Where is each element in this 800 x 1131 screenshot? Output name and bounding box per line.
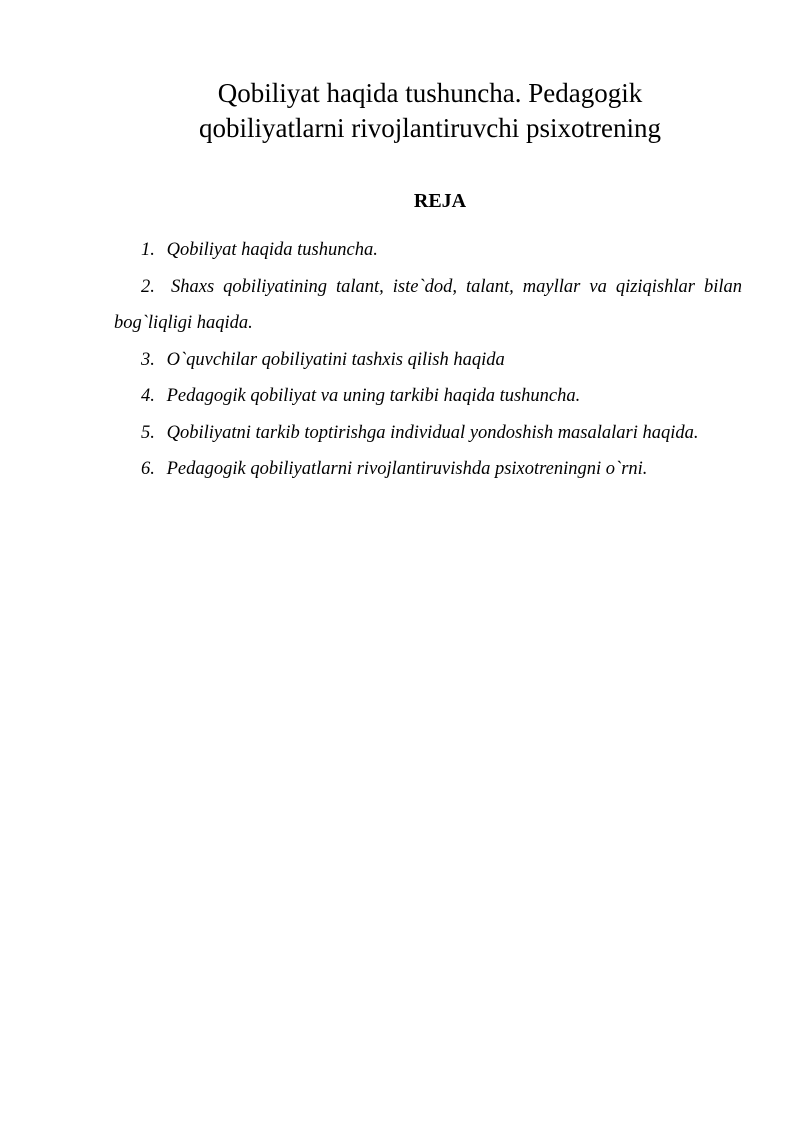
plan-item-text: Pedagogik qobiliyatlarni rivojlantiruvishda psixotreningni o`rni. xyxy=(166,459,648,479)
plan-item-text: Qobiliyatni tarkib toptirishga individual yondoshish masalalari haqida. xyxy=(166,422,699,443)
plan-item-text: O`quvchilar qobiliyatini tashxis qilish haqida xyxy=(166,349,505,370)
plan-item-text: Qobiliyat haqida tushuncha. xyxy=(166,240,378,260)
plan-item-number: 2. xyxy=(141,276,155,297)
plan-item xyxy=(114,342,742,379)
plan-item-number: 5. xyxy=(141,422,155,443)
plan-item xyxy=(114,269,742,342)
plan-item-number: 6. xyxy=(141,459,155,479)
document-title xyxy=(120,76,740,146)
plan-item xyxy=(114,232,742,269)
plan-item-number: 4. xyxy=(141,386,155,406)
plan-heading: REJA xyxy=(413,190,467,212)
plan-item xyxy=(114,378,742,415)
plan-list xyxy=(114,232,742,488)
plan-item xyxy=(114,451,742,488)
plan-item-text: Pedagogik qobiliyat va uning tarkibi haqida tushuncha. xyxy=(166,386,581,406)
title-line-1: Qobiliyat haqida tushuncha. Pedagogik xyxy=(217,78,643,108)
plan-item-text: Shaxs qobiliyatining talant, iste`dod, talant, mayllar va qiziqishlar bilan bog`liqligi haqida. xyxy=(114,276,743,333)
plan-item-number: 3. xyxy=(141,349,155,370)
plan-item-number: 1. xyxy=(141,240,155,260)
plan-item xyxy=(114,415,742,452)
title-line-2: qobiliyatlarni rivojlantiruvchi psixotrening xyxy=(199,113,661,143)
